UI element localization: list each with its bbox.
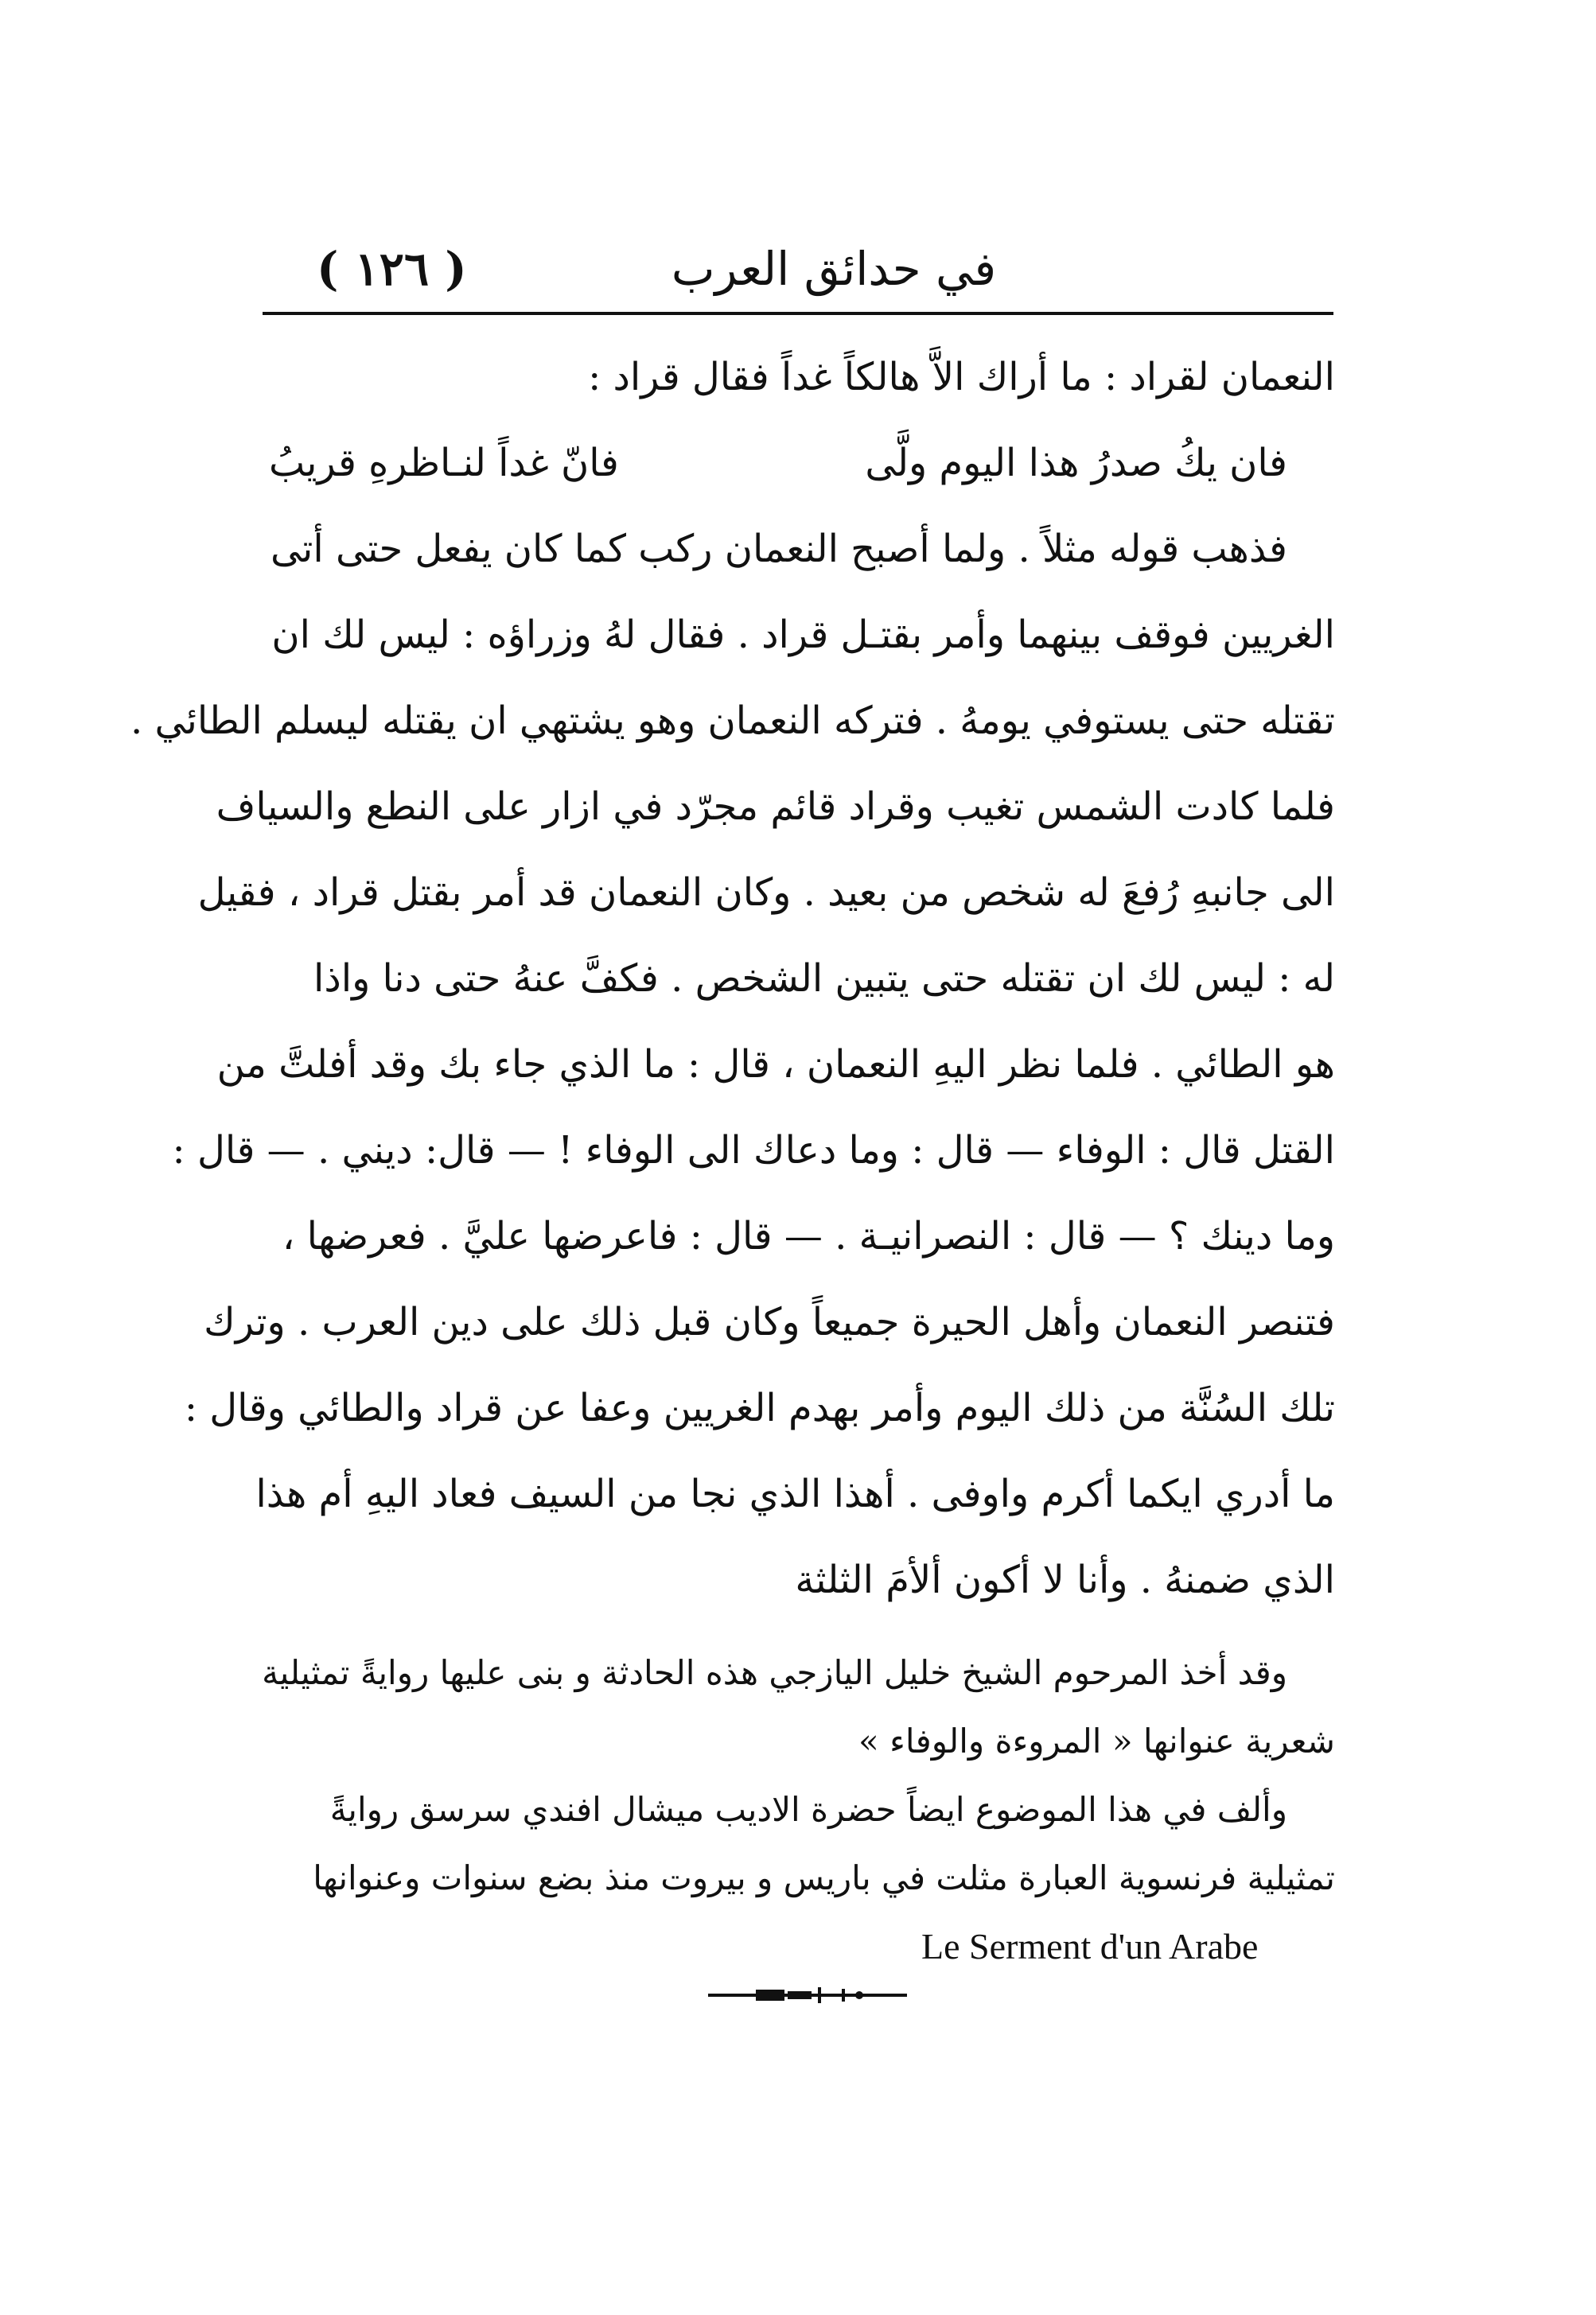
text-line: هو الطائي . فلما نظر اليهِ النعمان ، قال : ما الذي جاء بك وقد أفلتَّ من	[216, 1042, 1335, 1087]
text-line: تقتله حتى يستوفي يومهُ . فتركه النعمان وهو يشتهي ان يقتله ليسلم الطائي .	[130, 698, 1335, 743]
header-rule	[263, 312, 1333, 315]
text-line: ما أدري ايكما أكرم واوفى . أهذا الذي نجا من السيف فعاد اليهِ أم هذا	[255, 1472, 1335, 1516]
text-line: فلما كادت الشمس تغيب وقراد قائم مجرّد في ازار على النطع والسياف	[216, 784, 1335, 829]
text-line: له : ليس لك ان تقتله حتى يتبين الشخص . فكفَّ عنهُ حتى دنا واذا	[313, 956, 1335, 1001]
note-line: وقد أخذ المرحوم الشيخ خليل اليازجي هذه الحادثة و بنى عليها روايةً تمثيلية	[262, 1653, 1287, 1692]
text-line: النعمان لقراد : ما أراك الاَّ هالكاً غداً فقال قراد :	[588, 355, 1335, 399]
text-line: الغريين فوقف بينهما وأمر بقتـل قراد . فقال لهُ وزراؤه : ليس لك ان	[271, 613, 1335, 657]
text-line: فذهب قوله مثلاً . ولما أصبح النعمان ركب كما كان يفعل حتى أتى	[271, 527, 1287, 571]
main-text	[130, 334, 1335, 1623]
verse-first-hemistich: فان يكُ صدرُ هذا اليوم ولَّى	[865, 441, 1287, 485]
page-number: ( ١٢٦ )	[317, 242, 467, 296]
page-header	[269, 239, 1335, 302]
verse-line	[269, 420, 1335, 506]
text-line: تلك السُنَّة من ذلك اليوم وأمر بهدم الغريين وعفا عن قراد والطائي وقال :	[184, 1386, 1335, 1430]
running-title: في حدائق العرب	[671, 242, 997, 296]
french-title: Le Serment d'un Arabe	[921, 1926, 1259, 1967]
text-line: القتل قال : الوفاء — قال : وما دعاك الى الوفاء ! — قال: ديني . — قال :	[172, 1128, 1335, 1173]
closing-note	[262, 1639, 1335, 1981]
text-line: الى جانبهِ رُفعَ له شخص من بعيد . وكان النعمان قد أمر بقتل قراد ، فقيل	[197, 870, 1335, 915]
verse-second-hemistich: فانّ غداً لنـاظرهِ قريبُ	[269, 441, 619, 485]
note-line: شعرية عنوانها « المروءة والوفاء »	[858, 1722, 1335, 1761]
text-line: وما دينك ؟ — قال : النصرانيـة . — قال : فاعرضها عليَّ . فعرضها ،	[282, 1214, 1335, 1259]
note-line: تمثيلية فرنسوية العبارة مثلت في باريس و بيروت منذ بضع سنوات وعنوانها	[313, 1858, 1335, 1897]
note-line: وألف في هذا الموضوع ايضاً حضرة الاديب ميشال افندي سرسق روايةً	[329, 1790, 1287, 1829]
tailpiece-ornament-icon	[708, 1986, 907, 2005]
text-line: فتنصر النعمان وأهل الحيرة جميعاً وكان قبل ذلك على دين العرب . وترك	[204, 1300, 1335, 1344]
text-line: الذي ضمنهُ . وأنا لا أكون ألأمَ الثلثة	[795, 1558, 1335, 1602]
